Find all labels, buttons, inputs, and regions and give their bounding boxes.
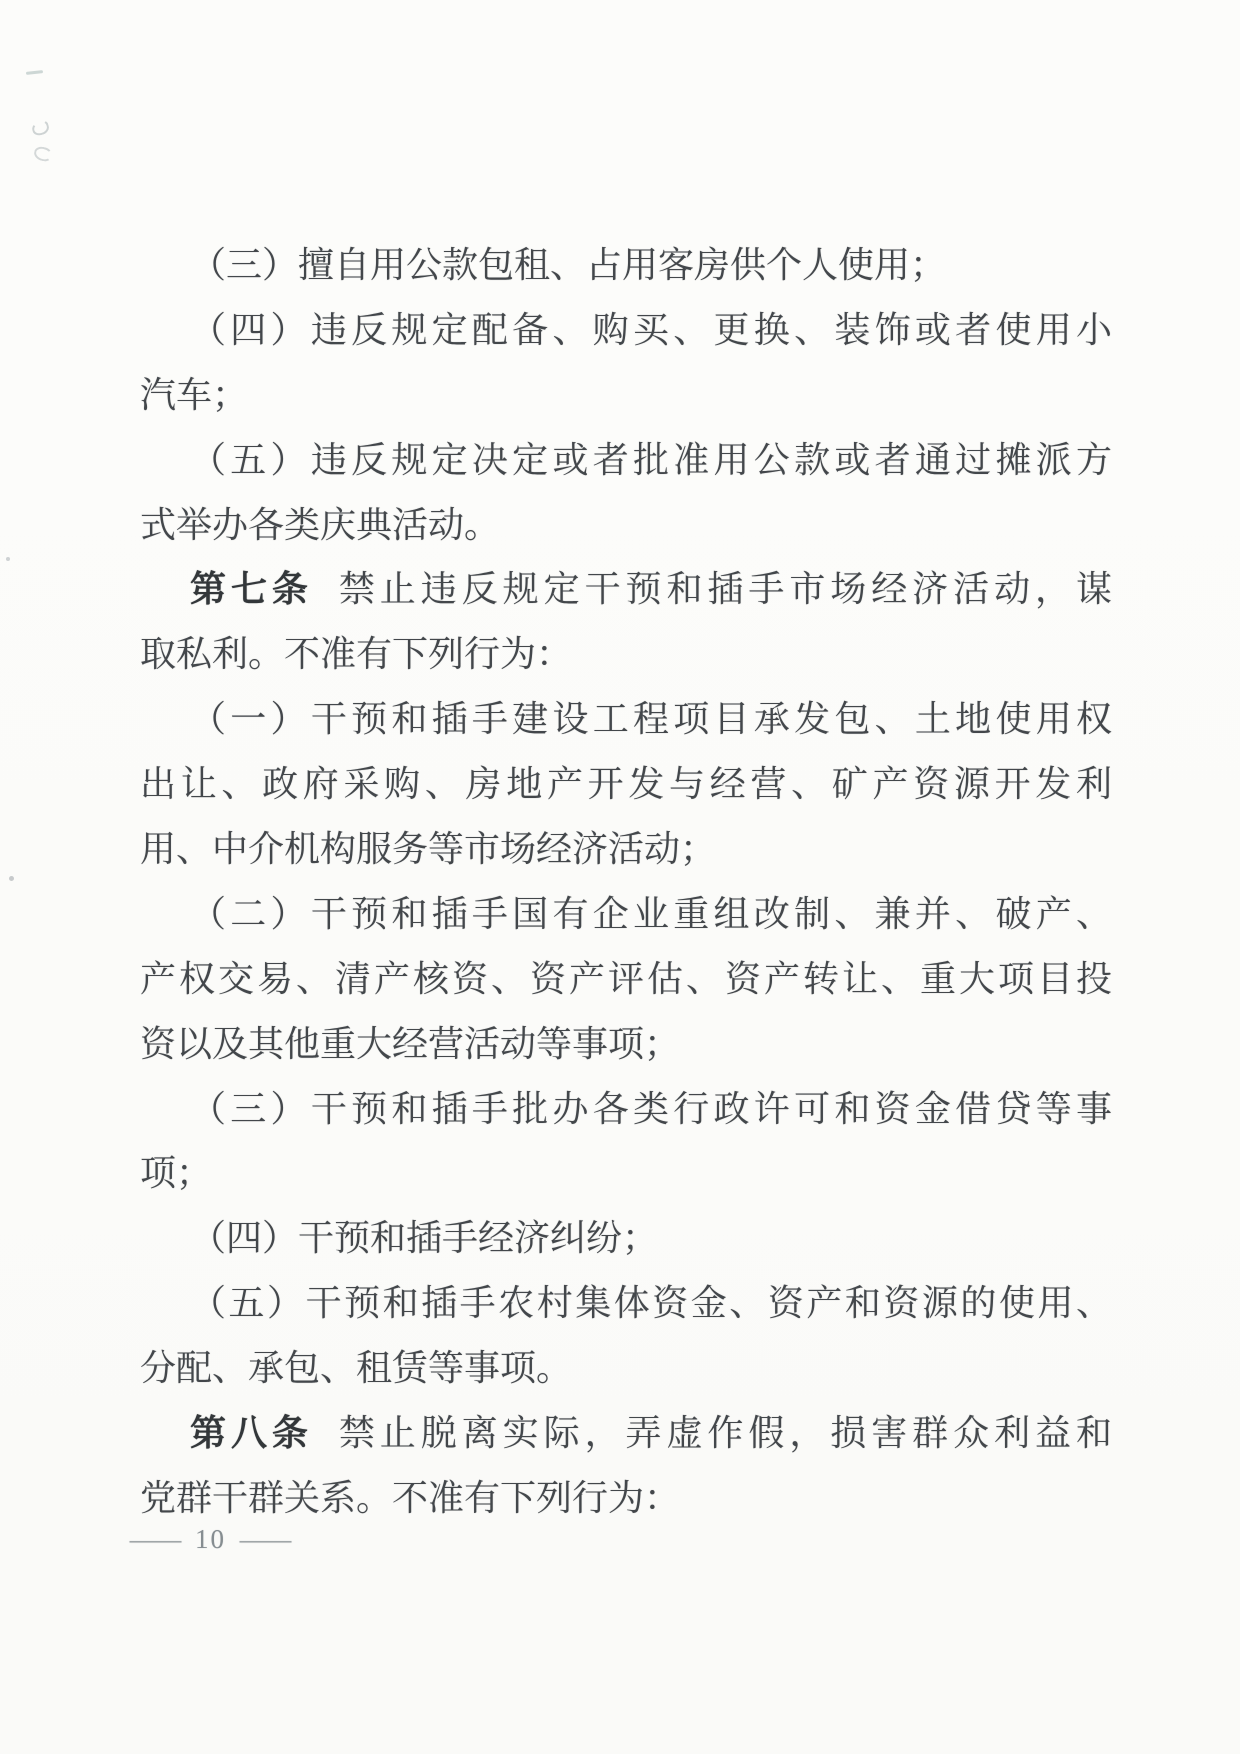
clause-line: 项；: [140, 1153, 213, 1194]
clause-line: （四）违反规定配备、购买、更换、装饰或者使用小: [190, 309, 1112, 350]
clause-line: （一）干预和插手建设工程项目承发包、土地使用权: [190, 699, 1112, 740]
footer-left-dash: —: [129, 1524, 182, 1554]
scan-artifact: [26, 70, 43, 75]
article-7-line: [140, 557, 1112, 622]
clause-line: （五）干预和插手农村集体资金、资产和资源的使用、: [190, 1283, 1112, 1324]
clause-line: 用、中介机构服务等市场经济活动；: [140, 829, 717, 870]
footer-right-dash: —: [239, 1524, 292, 1554]
scan-speck: [6, 557, 10, 561]
clause-line: 产权交易、清产核资、资产评估、资产转让、重大项目投: [140, 958, 1112, 999]
clause-line: （三）擅自用公款包租、占用客房供个人使用；: [190, 245, 947, 285]
clause-line: 分配、承包、租赁等事项。: [140, 1348, 573, 1389]
scan-artifact: [33, 146, 53, 163]
clause-line: （三）干预和插手批办各类行政许可和资金借贷等事: [190, 1088, 1112, 1129]
scan-speck: [9, 876, 14, 881]
clause-line: 党群干群关系。不准有下列行为：: [140, 1477, 681, 1518]
clause-line: （四）干预和插手经济纠纷；: [190, 1218, 659, 1259]
article-7-heading: 第七条: [190, 568, 313, 610]
document-body: [140, 233, 1112, 1531]
clause-line: 资以及其他重大经营活动等事项；: [140, 1023, 681, 1064]
page-number: 10: [195, 1524, 226, 1554]
article-7-text: 禁止违反规定干预和插手市场经济活动，谋: [338, 569, 1112, 610]
clause-line: （二）干预和插手国有企业重组改制、兼并、破产、: [190, 893, 1112, 934]
article-8-line: [140, 1401, 1112, 1466]
scan-artifact: [30, 119, 50, 137]
article-8-heading: 第八条: [190, 1412, 313, 1454]
article-8-text: 禁止脱离实际，弄虚作假，损害群众利益和: [338, 1413, 1112, 1454]
page-footer: [129, 1524, 292, 1555]
clause-line: 出让、政府采购、房地产开发与经营、矿产资源开发利: [140, 764, 1112, 805]
clause-line: 汽车；: [140, 374, 249, 415]
clause-line: （五）违反规定决定或者批准用公款或者通过摊派方: [190, 439, 1112, 480]
clause-line: 式举办各类庆典活动。: [140, 504, 501, 545]
clause-line: 取私利。不准有下列行为：: [140, 634, 573, 675]
